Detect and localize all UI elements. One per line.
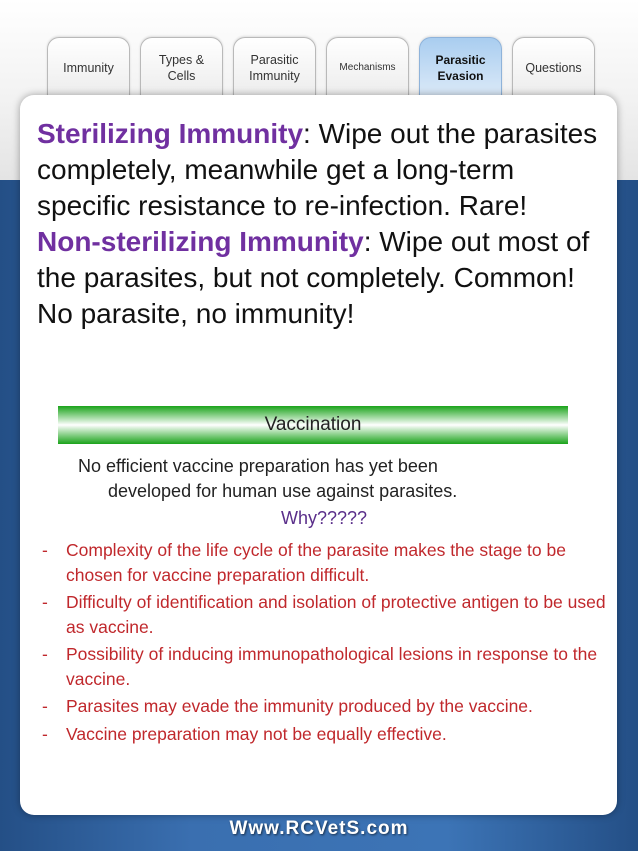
list-item: - Complexity of the life cycle of the parasite makes the stage to be chosen for vaccine preparation difficult. [42, 540, 566, 585]
tab-questions[interactable]: Questions [512, 37, 595, 97]
vaccination-intro [78, 454, 578, 504]
immunity-definitions [37, 116, 605, 332]
vaccination-figure [38, 400, 610, 792]
list-item: - Parasites may evade the immunity produced by the vaccine. [42, 696, 533, 716]
vaccination-why: Why????? [280, 508, 368, 528]
tab-bar [47, 37, 597, 97]
vaccination-intro-line2: developed for human use against parasites. [108, 481, 458, 501]
vaccination-intro-line1: No efficient vaccine preparation has yet been [78, 456, 438, 476]
closing-text: No parasite, no immunity! [37, 298, 355, 329]
footer-website: Www.RCVetS.com [229, 818, 409, 839]
vaccination-title: Vaccination [58, 406, 568, 444]
tab-types-cells[interactable]: Types & Cells [140, 37, 223, 97]
sterilizing-text: : Wipe out the parasites completely, meanwhile get a long-term specific resistance to re-infection. Rare! [37, 118, 598, 221]
tab-mechanisms[interactable]: Mechanisms [326, 37, 409, 97]
tab-parasitic-immunity[interactable]: Parasitic Immunity [233, 37, 316, 97]
list-item: - Difficulty of identification and isolation of protective antigen to be used as vaccine. [42, 592, 606, 637]
list-item: - Vaccine preparation may not be equally effective. [42, 723, 447, 744]
vaccination-reasons-list [38, 538, 610, 749]
tab-parasitic-evasion[interactable]: Parasitic Evasion [419, 37, 502, 97]
tab-immunity[interactable]: Immunity [47, 37, 130, 97]
list-item: - Possibility of inducing immunopathological lesions in response to the vaccine. [42, 644, 598, 689]
nonsterilizing-text: : Wipe out most of the parasites, but not completely. Common! [37, 226, 590, 293]
sterilizing-term: Sterilizing Immunity [37, 118, 304, 149]
nonsterilizing-term: Non-sterilizing Immunity [37, 226, 364, 257]
